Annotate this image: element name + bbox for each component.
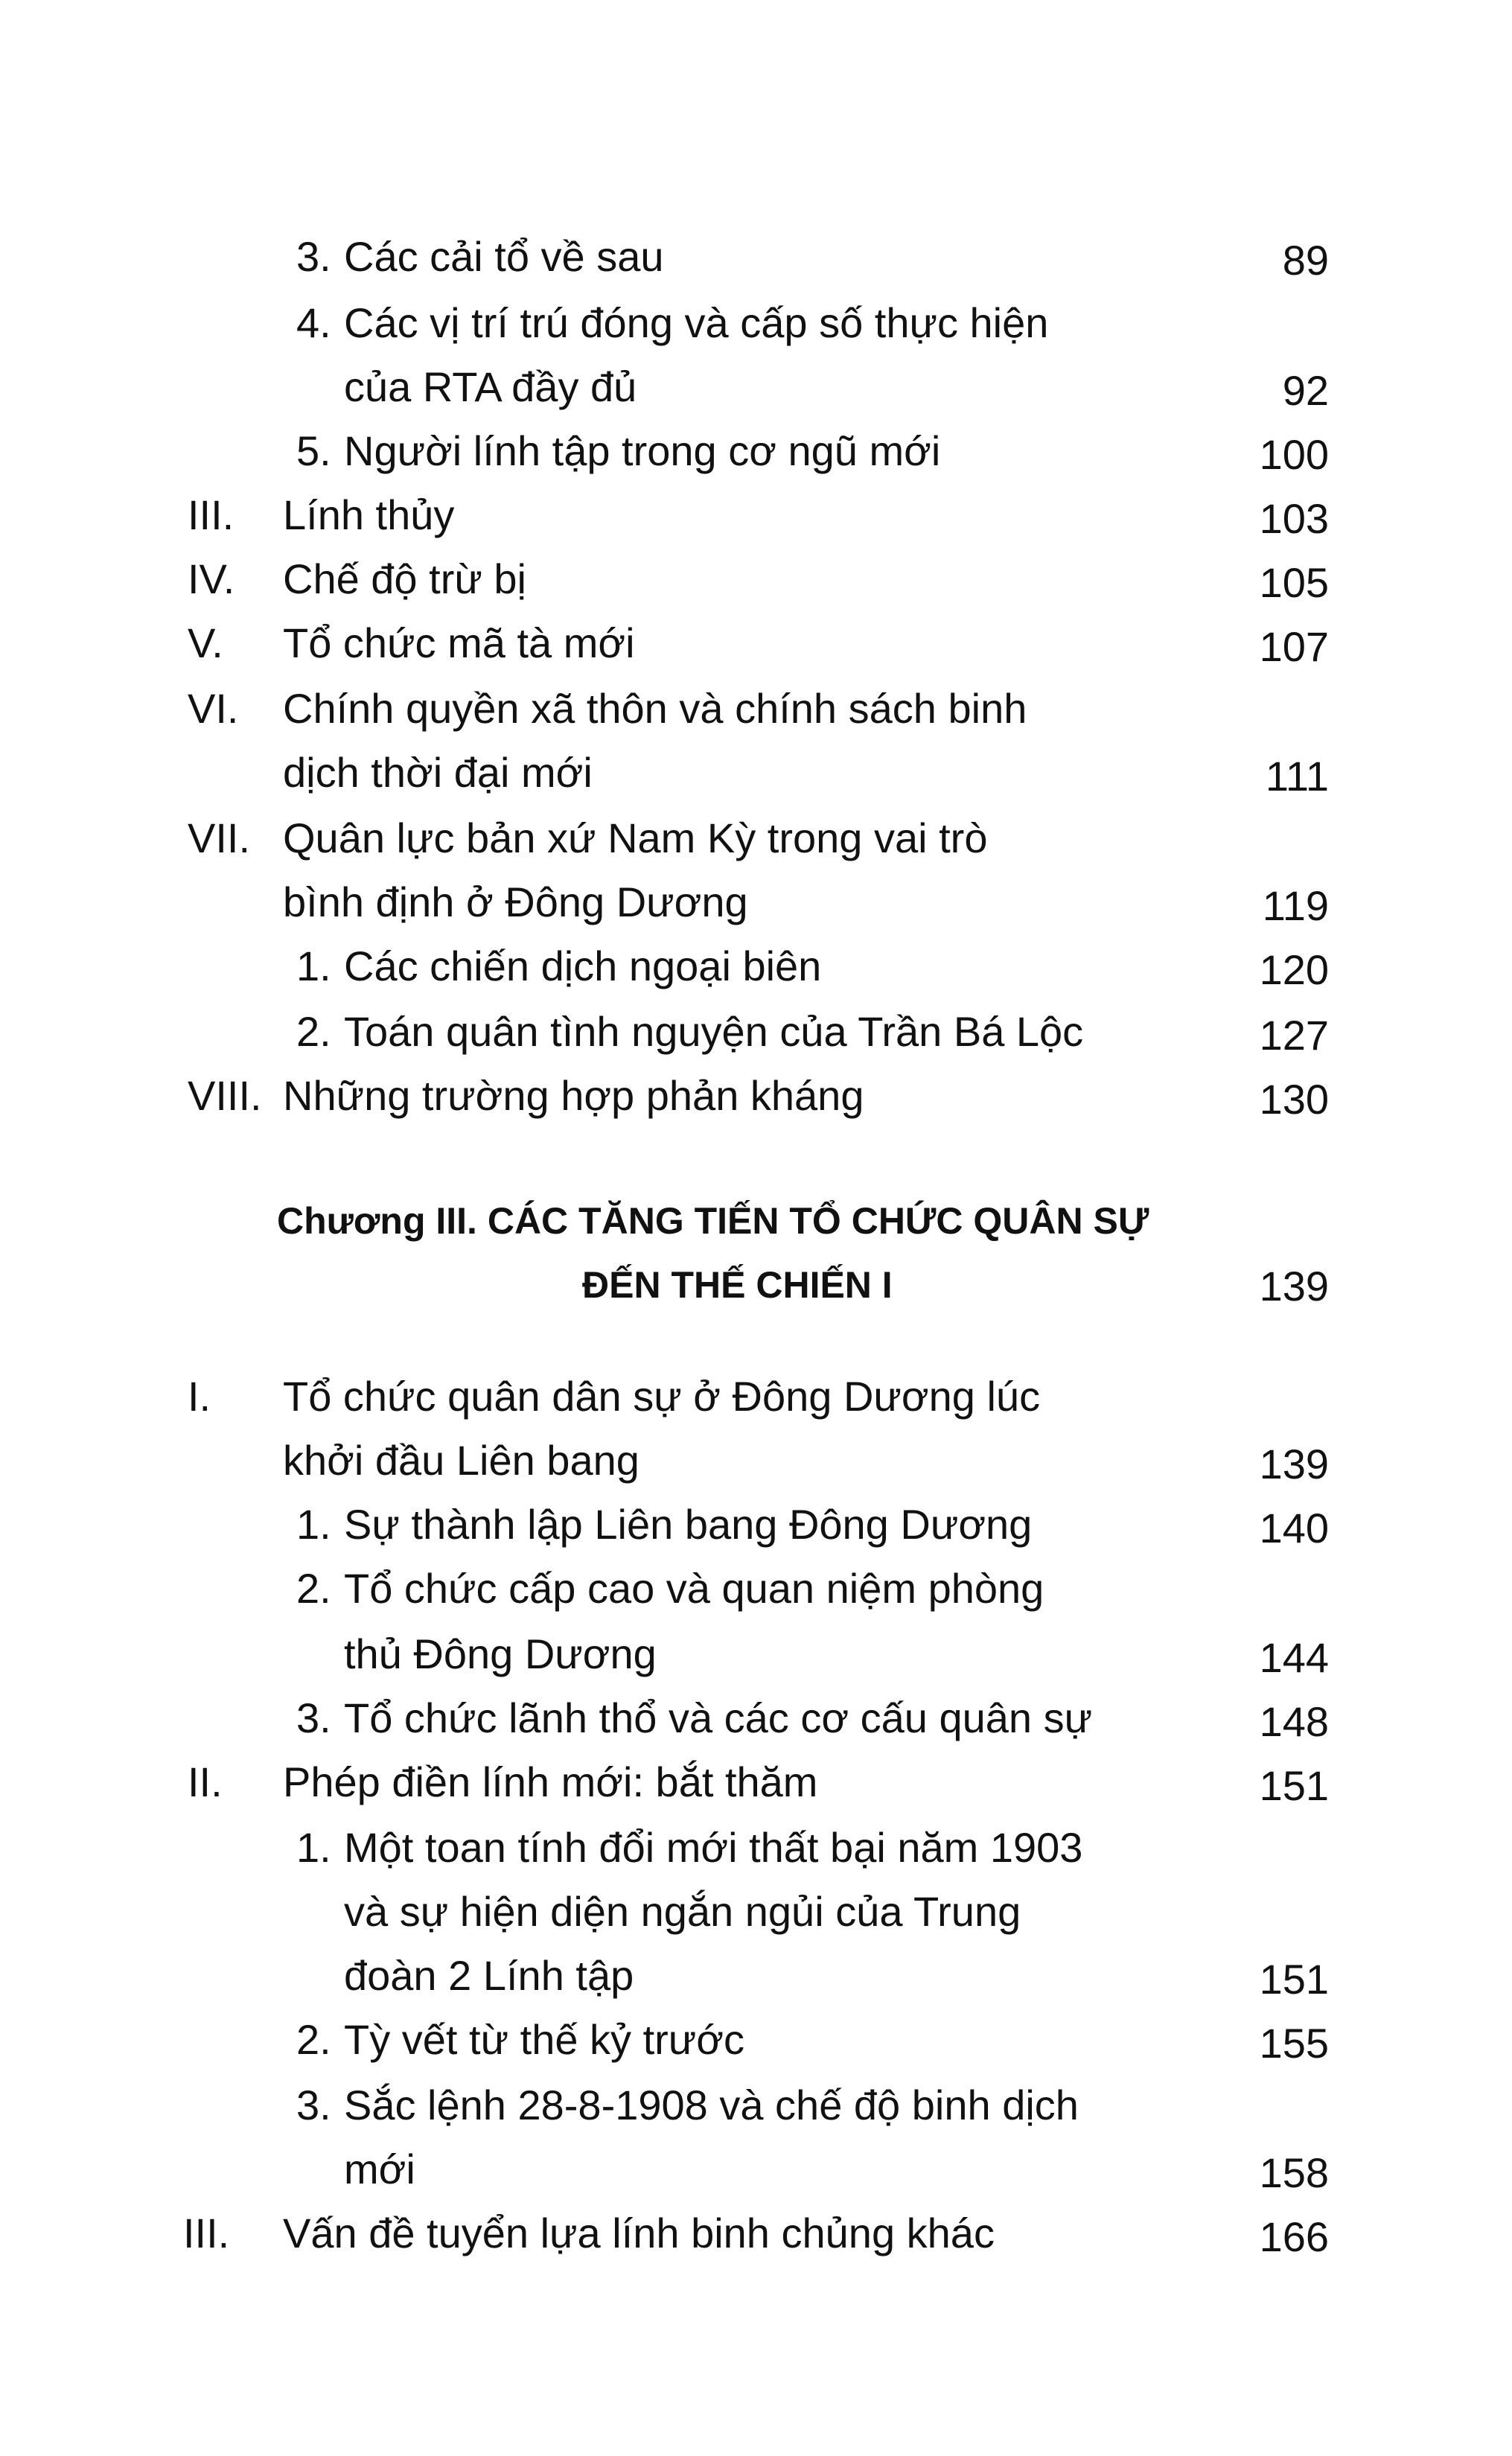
entry-page: 119 <box>1262 882 1329 929</box>
entry-title: Chế độ trừ bị <box>283 555 526 602</box>
entry-number: 3. <box>296 233 331 280</box>
entry-number: VII. <box>188 814 251 861</box>
entry-page: 120 <box>1259 946 1329 993</box>
entry-title: Các cải tổ về sau <box>344 233 664 280</box>
entry-page: 148 <box>1259 1698 1329 1745</box>
entry-page: 144 <box>1259 1634 1329 1681</box>
entry-title: Tổ chức quân dân sự ở Đông Dương lúc <box>283 1373 1041 1420</box>
entry-number: III. <box>183 2210 230 2256</box>
entry-title-continued: dịch thời đại mới <box>283 749 593 796</box>
entry-title: Các vị trí trú đóng và cấp số thực hiện <box>344 299 1049 346</box>
entry-number: VIII. <box>188 1072 262 1119</box>
entry-title-continued: mới <box>344 2146 415 2192</box>
entry-title: Người lính tập trong cơ ngũ mới <box>344 427 941 474</box>
entry-page: 130 <box>1259 1076 1329 1123</box>
entry-page: 127 <box>1259 1012 1329 1059</box>
entry-number: V. <box>188 619 223 666</box>
entry-title: Sự thành lập Liên bang Đông Dương <box>344 1501 1033 1548</box>
entry-title-continued: thủ Đông Dương <box>344 1630 657 1677</box>
entry-number: 2. <box>296 1008 331 1055</box>
entry-page: 151 <box>1259 1762 1329 1809</box>
entry-page: 166 <box>1259 2213 1329 2260</box>
entry-page: 107 <box>1259 623 1329 670</box>
entry-title: Một toan tính đổi mới thất bại năm 1903 <box>344 1824 1083 1871</box>
entry-title: Tổ chức cấp cao và quan niệm phòng <box>344 1565 1044 1612</box>
entry-title: Toán quân tình nguyện của Trần Bá Lộc <box>344 1008 1084 1055</box>
entry-title: Những trường hợp phản kháng <box>283 1072 864 1119</box>
entry-title: Quân lực bản xứ Nam Kỳ trong vai trò <box>283 814 988 861</box>
entry-number: VI. <box>188 685 239 732</box>
entry-number: IV. <box>188 555 235 602</box>
entry-number: 3. <box>296 2082 331 2128</box>
entry-page: 92 <box>1282 367 1329 414</box>
entry-title: Tổ chức mã tà mới <box>283 619 635 666</box>
entry-number: 5. <box>296 427 331 474</box>
entry-title-continued: và sự hiện diện ngắn ngủi của Trung <box>344 1888 1021 1935</box>
entry-title: Chính quyền xã thôn và chính sách binh <box>283 685 1027 732</box>
entry-number: 1. <box>296 1824 331 1871</box>
chapter-title-line2: ĐẾN THẾ CHIẾN I <box>582 1264 893 1306</box>
chapter-page: 139 <box>1259 1263 1329 1310</box>
entry-number: III. <box>188 491 235 538</box>
entry-title-continued: đoàn 2 Lính tập <box>344 1952 634 1999</box>
entry-title: Tỳ vết từ thế kỷ trước <box>344 2016 745 2063</box>
entry-number: 2. <box>296 2016 331 2063</box>
entry-title: Các chiến dịch ngoại biên <box>344 942 822 989</box>
entry-number: 3. <box>296 1694 331 1741</box>
entry-page: 158 <box>1259 2149 1329 2196</box>
entry-number: 4. <box>296 299 331 346</box>
entry-number: 1. <box>296 1501 331 1548</box>
entry-page: 100 <box>1259 431 1329 478</box>
entry-page: 139 <box>1259 1441 1329 1487</box>
entry-page: 111 <box>1265 753 1329 800</box>
entry-title: Vấn đề tuyển lựa lính binh chủng khác <box>283 2210 995 2256</box>
entry-title: Tổ chức lãnh thổ và các cơ cấu quân sự <box>344 1694 1093 1741</box>
entry-page: 151 <box>1259 1956 1329 2003</box>
entry-page: 103 <box>1259 495 1329 542</box>
entry-title-continued: bình định ở Đông Dương <box>283 878 748 925</box>
entry-number: 1. <box>296 942 331 989</box>
chapter-title-line1: Chương III. CÁC TĂNG TIẾN TỔ CHỨC QUÂN SỰ <box>277 1200 1149 1242</box>
entry-page: 105 <box>1259 559 1329 606</box>
entry-title: Lính thủy <box>283 491 455 538</box>
entry-number: II. <box>188 1758 223 1805</box>
entry-title-continued: của RTA đầy đủ <box>344 363 637 410</box>
entry-title-continued: khởi đầu Liên bang <box>283 1437 639 1484</box>
entry-page: 140 <box>1259 1505 1329 1551</box>
entry-title: Sắc lệnh 28-8-1908 và chế độ binh dịch <box>344 2082 1079 2128</box>
entry-page: 155 <box>1259 2020 1329 2067</box>
entry-number: I. <box>188 1373 211 1420</box>
entry-title: Phép điền lính mới: bắt thăm <box>283 1758 818 1805</box>
entry-page: 89 <box>1282 237 1329 284</box>
entry-number: 2. <box>296 1565 331 1612</box>
